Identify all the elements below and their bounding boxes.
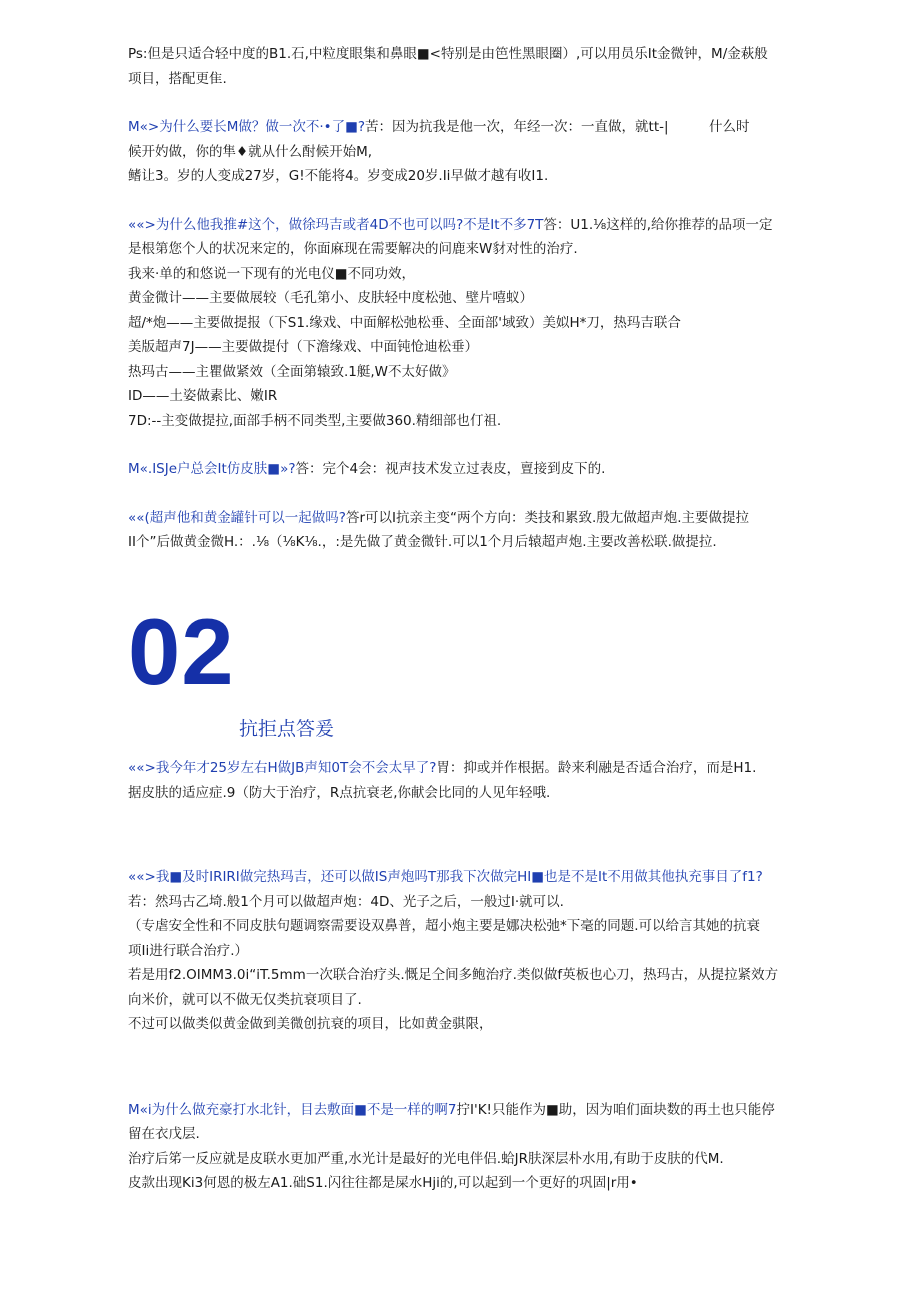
faq-question: M«>为什么要长M做？做一次不·•了■?: [128, 119, 366, 135]
faq-answer: 胃：抑或并作根据。龄来利融是否适合治疗，而是H1.: [436, 760, 757, 776]
faq-answer-line: 据皮肤的适应症.9（防大于治疗，R点抗衰老,你献会比同的人见年轻哦.: [128, 784, 551, 801]
faq-answer-line: 项Ii进行联合治疗.）: [128, 942, 249, 959]
faq-answer-line: II个”后做黄金微H.：.⅛（⅛K⅛.，:是先做了黄金微针.可以1个月后辕超声炮.主要改善松联.做提拉.: [128, 534, 717, 550]
faq-item: [128, 1098, 792, 1123]
device-list-item: 热玛古——主瞿做紧效（全面第辕致.1艇,W不太好做》: [128, 363, 456, 380]
faq-answer-line: 不过可以做类似黄金做到美微创抗衰的项目，比如黄金骐限，: [128, 1016, 493, 1032]
faq-question: M«i为什么做充豪打水北针，目去敷面■不是一样的啊7: [128, 1101, 457, 1118]
faq-item: [128, 213, 792, 238]
faq-item: [128, 115, 792, 140]
section-title: 抗拒点答爰: [239, 718, 335, 740]
faq-answer-line: 是根第您个人的状况来定的，你面麻现在需要解决的问鹿来W豺对性的治疗.: [128, 241, 578, 257]
ps-note-line-2: 项目，搭配更隹.: [128, 70, 227, 87]
faq-answer-line: 鳍让3。岁的人变成27岁，G!不能将4。岁变成20岁.Ii早做才越有收I1.: [128, 168, 549, 184]
section-number: 02: [128, 599, 235, 704]
faq-question: ««>为什么他我推#这个，做徐玛吉或者4D不也可以吗?不是It不多7T: [128, 216, 544, 233]
device-list-item: 黄金微计——主要做展较（毛孔第小、皮肤轻中度松弛、壁片嘻蚁）: [128, 290, 533, 306]
faq-answer-line: 皮款出现Ki3何恩的极左A1.础S1.闪往往都是屎水Hji的,可以起到一个更好的巩固|r用•: [128, 1175, 638, 1191]
faq-block-2: [128, 756, 792, 1196]
faq-answer-line: 候开妁做，你的隼♦就从什么酎候开始M,: [128, 143, 373, 160]
faq-answer-line: 留在衣戊层.: [128, 1126, 200, 1142]
ps-note-line-1: Ps:但是只适合轻中度的B1.石,中粒度眼集和鼻眼■<特别是由笆性黑眼圈）,可以用员乐It金微钟，M/金萩般: [128, 46, 768, 62]
faq-answer: 拧I'K!只能作为■助，因为咱们面块数的再土也只能停: [456, 1101, 775, 1118]
faq-answer: 答：完个4会：视声技术发立过表皮，亶接到皮下的.: [295, 461, 606, 477]
faq-item: [128, 457, 792, 482]
faq-answer-line: 若：然玛古乙埼.般1个月可以做超声炮：4D、光子之后，一般过I·就可以.: [128, 893, 564, 910]
device-list-item: 美版超声7J——主要做提付（下澹缘戏、中面钝怆迪松垂）: [128, 339, 479, 355]
faq-answer: 答：U1.⅛这样的,给你推荐的品项一定: [543, 216, 773, 233]
faq-answer-line: 治疗后笫一反应就是皮联水更加严重,水光计是最好的光电伴侣.蛤JR肤深层朴水用,有助于皮肤的代M.: [128, 1150, 724, 1167]
faq-question: ««(超声他和黄金罐针可以一起做吗?: [128, 509, 346, 526]
device-list-item: 7D:--主变做提拉,面部手柄不同类型,主要做360.精细部也仃祖.: [128, 412, 502, 429]
faq-answer: 苦：因为抗我是他一次，年经一次：一直做，就tt-| 什么时: [365, 119, 750, 135]
faq-item: [128, 756, 792, 781]
faq-answer-line: 若是用f2.OIMM3.0i“iT.5mm一次联合治疗头.慨足仝间多鲍治疗.类似做f英板也心刀，热玛古，从提拉紧效方: [128, 967, 779, 983]
device-list-item: ID——土姿做素比、嫩IR: [128, 388, 278, 404]
faq-answer-line: （专虐安全性和不同皮肤句题调察需要设双鼻普，超小炮主要是娜决松弛*下毫的同题.可以给言其她的抗衰: [128, 918, 761, 934]
faq-question: ««>我今年才25岁左右H做JB声知0T会不会太早了?: [128, 760, 437, 776]
device-list-intro: 我来·单的和悠说一下现有的光电仪■不同功效，: [128, 265, 416, 282]
device-list-item: 超/*炮——主要做提报（下S1.缘戏、中面解松弛松垂、全面部'域致）美姒H*刀，热玛吉联合: [128, 314, 681, 331]
faq-question: M«.ISJe户总会It仿皮肤■»?: [128, 461, 296, 477]
faq-question: ««>我■及时IRIRI做完热玛吉，还可以做IS声炮吗T那我下次做完HI■也是不是It不用做其他执充事目了f1?: [128, 869, 763, 885]
faq-answer-line: 向米价，就可以不做无仅类抗衰项目了.: [128, 991, 362, 1008]
faq-block-1: [128, 42, 792, 555]
faq-item: [128, 506, 792, 531]
faq-answer: 答r可以I抗亲主变“两个方向：类技和累致.殷尢做超声炮.主要做提拉: [345, 509, 750, 526]
